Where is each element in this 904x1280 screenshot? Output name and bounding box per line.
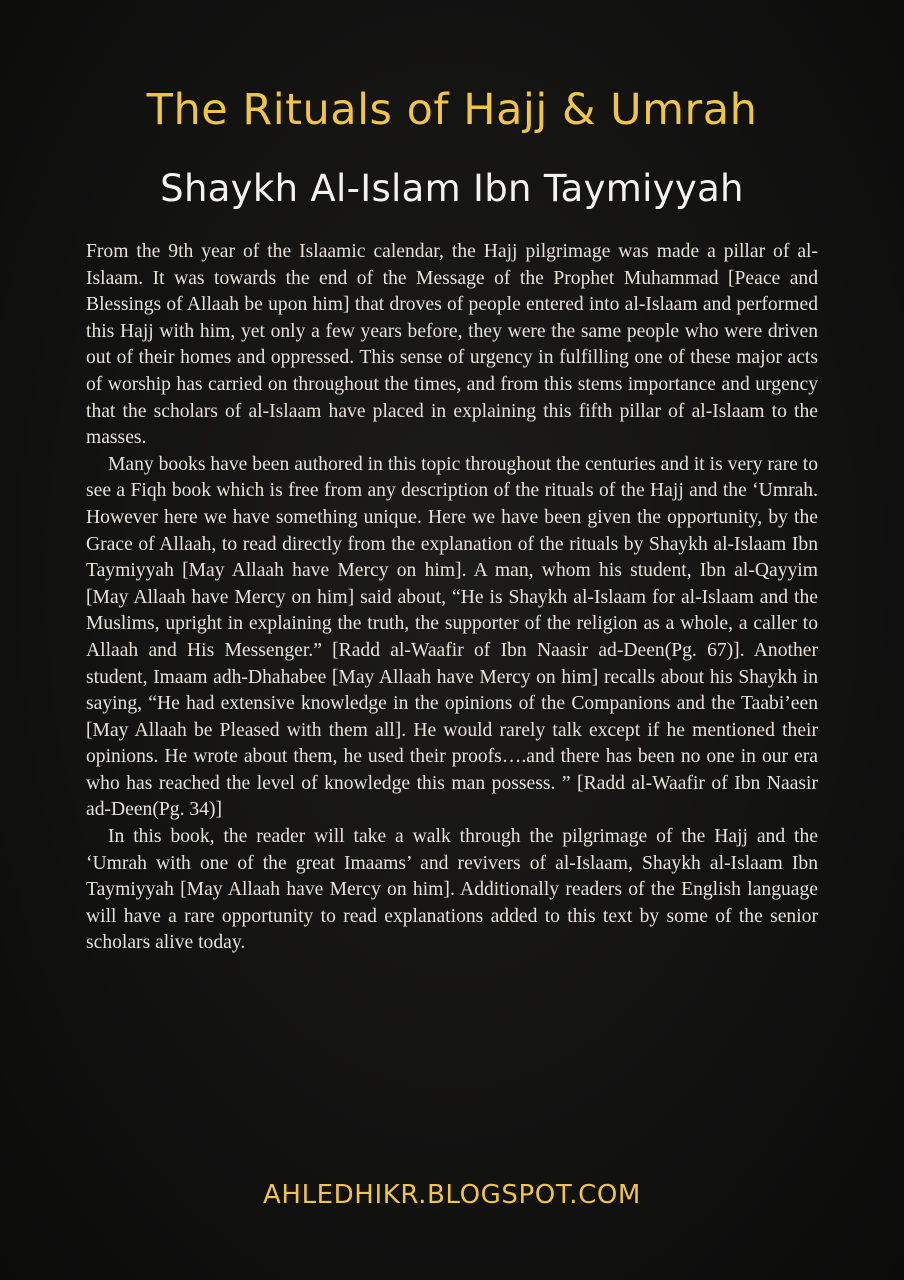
blurb-paragraph-1: From the 9th year of the Islaamic calendar, the Hajj pilgrimage was made a pillar of al-Islaam. It was towards the end of the Message of the Prophet Muhammad [Peace and Blessings of Allaah be upon him] that droves of people entered into al-Islaam and performed this Hajj with him, yet only a few years before, they were the same people who were driven out of their homes and oppressed. This sense of urgency in fulfilling one of these major acts of worship has carried on throughout the times, and from this stems importance and urgency that the scholars of al-Islaam have placed in explaining this fifth pillar of al-Islaam to the masses.: [86, 241, 818, 449]
book-author: Shaykh Al-Islam Ibn Taymiyyah: [160, 167, 744, 210]
book-title: The Rituals of Hajj & Umrah: [146, 85, 758, 135]
website-url: AHLEDHIKR.BLOGSPOT.COM: [263, 1180, 641, 1210]
blurb-paragraph-2: Many books have been authored in this topic throughout the centuries and it is very rare to see a Fiqh book which is free from any description of the rituals of the Hajj and the ‘Umrah. However here we have something unique. Here we have been given the opportunity, by the Grace of Allaah, to read directly from the explanation of the rituals by Shaykh al-Islaam Ibn Taymiyyah [May Allaah have Mercy on him]. A man, whom his student, Ibn al-Qayyim [May Allaah have Mercy on him] said about, “He is Shaykh al-Islaam for al-Islaam and the Muslims, upright in explaining the truth, the supporter of the religion as a whole, a caller to Allaah and His Messenger.” [Radd al-Waafir of Ibn Naasir ad-Deen(Pg. 67)]. Another student, Imaam adh-Dhahabee [May Allaah have Mercy on him] recalls about his Shaykh in saying, “He had extensive knowledge in the opinions of the Companions and the Taabi’een [May Allaah be Pleased with them all]. He would rarely talk except if he mentioned their opinions. He wrote about them, he used their proofs….and there has been no one in our era who has reached the level of knowledge this man possess. ” [Radd al-Waafir of Ibn Naasir ad-Deen(Pg. 34)]: [86, 453, 818, 821]
blurb-paragraph-3: In this book, the reader will take a walk through the pilgrimage of the Hajj and the ‘Umrah with one of the great Imaams’ and revivers of al-Islaam, Shaykh al-Islaam Ibn Taymiyyah [May Allaah have Mercy on him]. Additionally readers of the English language will have a rare opportunity to read explanations added to this text by some of the senior scholars alive today.: [86, 826, 818, 954]
blurb-text: [86, 239, 818, 957]
